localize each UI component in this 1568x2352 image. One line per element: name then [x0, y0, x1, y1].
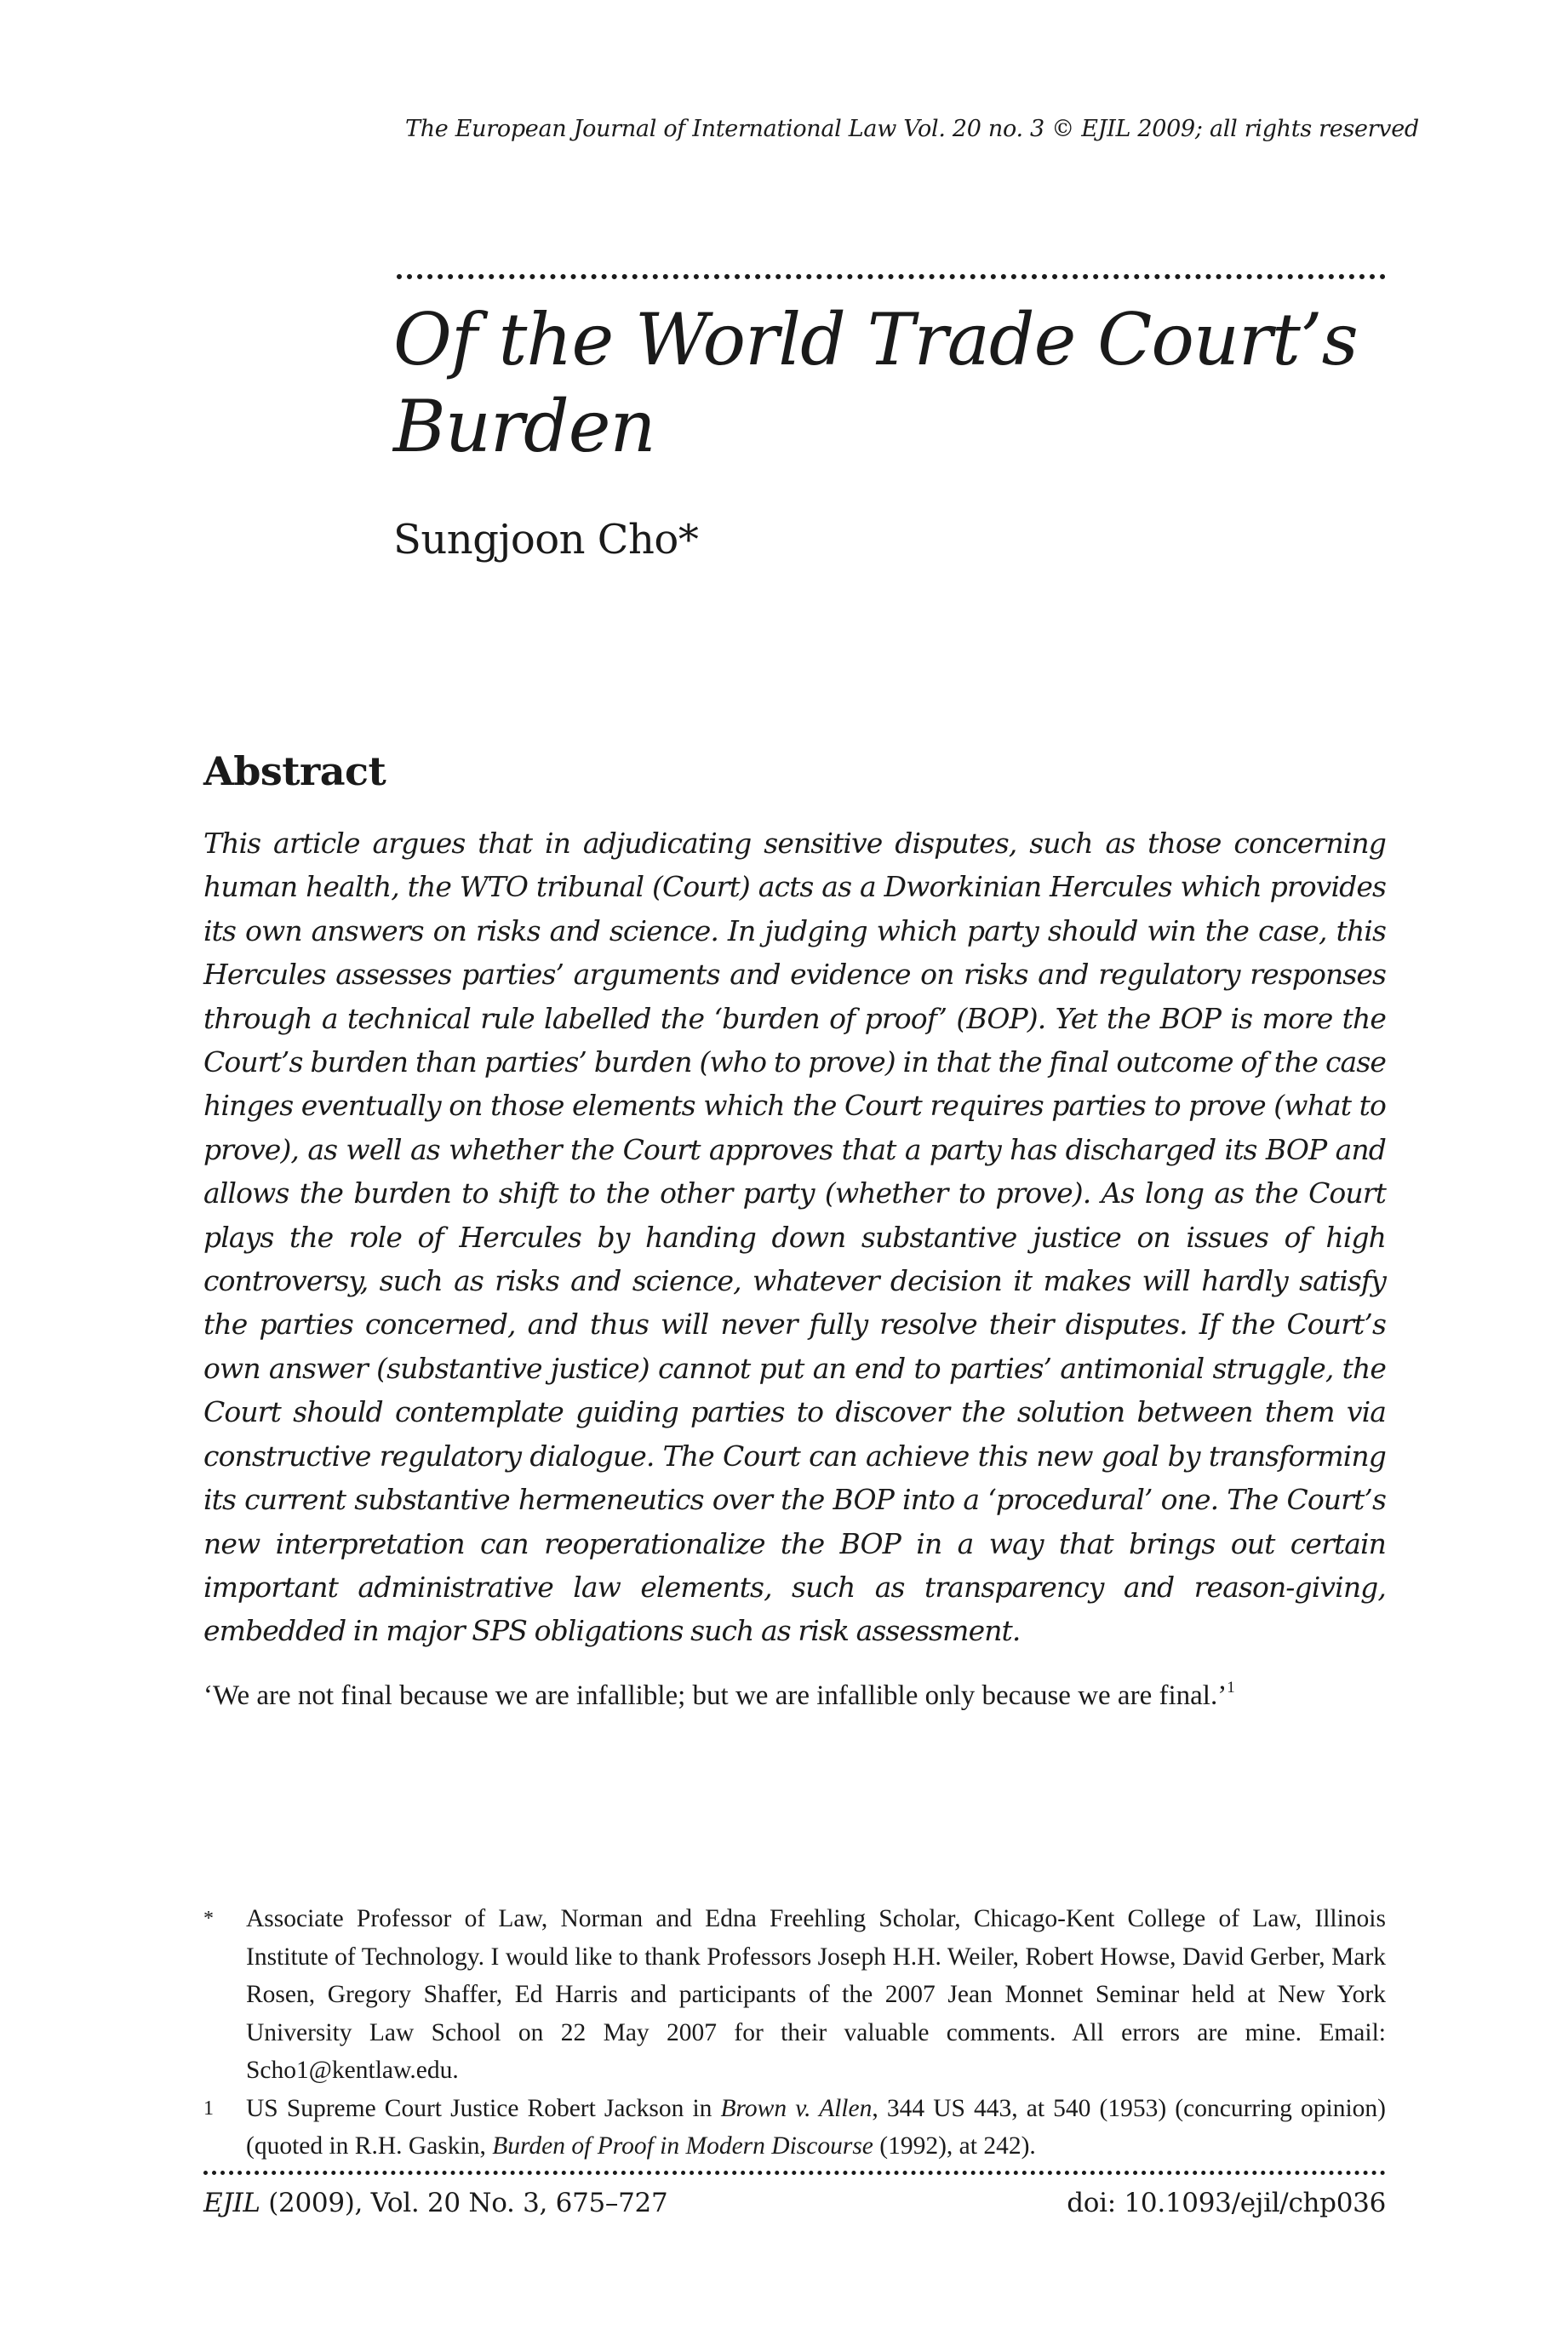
title-line-1: Of the World Trade Court’s: [393, 298, 1358, 381]
author-text: Sungjoon Cho: [393, 516, 678, 564]
footnote-marker: *: [203, 1908, 214, 1930]
running-head: The European Journal of International Law Vol. 20 no. 3 © EJIL 2009; all rights reserved: [405, 116, 1419, 142]
epigraph: [203, 1677, 1235, 1714]
footnote-author: [203, 1900, 1386, 2090]
doi-link[interactable]: doi: 10.1093/ejil/chp036: [1067, 2188, 1386, 2218]
page-footer: [203, 2184, 1386, 2222]
footnote-text-part: (1992), at 242).: [873, 2132, 1036, 2160]
title-dotted-rule: [397, 274, 1386, 279]
footnotes: [203, 1900, 1386, 2166]
abstract-heading: Abstract: [203, 748, 386, 794]
epigraph-quote: ‘We are not final because we are infallible; but we are infallible only because we are final.’: [203, 1680, 1228, 1711]
footer-dotted-rule: [203, 2171, 1386, 2175]
footnote-text-part: US Supreme Court Justice Robert Jackson in: [246, 2094, 721, 2122]
book-title: Burden of Proof in Modern Discourse: [492, 2132, 873, 2160]
citation-details: (2009), Vol. 20 No. 3, 675–727: [260, 2188, 668, 2218]
journal-abbrev: EJIL: [203, 2188, 260, 2218]
title-line-2: Burden: [393, 385, 655, 468]
footnote-marker: 1: [203, 2097, 214, 2120]
epigraph-footnote-ref[interactable]: 1: [1227, 1679, 1235, 1697]
case-name: Brown v. Allen: [720, 2094, 873, 2122]
journal-citation: [203, 2184, 667, 2222]
article-title: [393, 296, 1372, 470]
footnote-text: [246, 2095, 1386, 2160]
abstract-text: This article argues that in adjudicating sensitive disputes, such as those concerning human health, the WTO tribunal (Court) acts as a Dworkinian Hercules which provides its own answers on risks and science. In judging which party should win the case, this Hercules assesses parties’ arguments and evidence on risks and regulatory responses through a technical rule labelled the ‘burden of proof’ (BOP). Yet the BOP is more the Court’s burden than parties’ burden (who to prove) in that the final outcome of the case hinges eventually on those elements which the Court requires parties to prove (what to prove), as well as whether the Court approves that a party has discharged its BOP and allows the burden to shift to the other party (whether to prove). As long as the Court plays the role of Hercules by handing down substantive justice on issues of high controversy, such as risks and science, whatever decision it makes will hardly satisfy the parties concerned, and thus will never fully resolve their disputes. If the Court’s own answer (substantive justice) cannot put an end to parties’ antimonial struggle, the Court should contemplate guiding parties to discover the solution between them via constructive regulatory dialogue. The Court can achieve this new goal by transforming its current substantive hermeneutics over the BOP into a ‘procedural’ one. The Court’s new interpretation can reoperationalize the BOP in a way that brings out certain important administrative law elements, such as transparency and reason-giving, embedded in major SPS obligations such as risk assessment.: [203, 827, 1386, 1648]
footnote-text: Associate Professor of Law, Norman and Edna Freehling Scholar, Chicago-Kent College of Law, Illinois Institute of Technology. I would like to thank Professors Joseph H.H. Weiler, Robert Howse, David Gerber, Mark Rosen, Gregory Shaffer, Ed Harris and participants of the 2007 Jean Monnet Seminar held at New York University Law School on 22 May 2007 for their valuable comments. All errors are mine. Email: Scho1@kentlaw.edu.: [246, 1905, 1386, 2084]
author-footnote-mark[interactable]: *: [678, 516, 699, 564]
footnote-1: [203, 2090, 1386, 2166]
author-name: [393, 514, 698, 565]
footnote-text-part: , 344 US 443, at 540 (1953) (concurring opinion) (quoted in R.H. Gaskin,: [246, 2094, 1386, 2160]
